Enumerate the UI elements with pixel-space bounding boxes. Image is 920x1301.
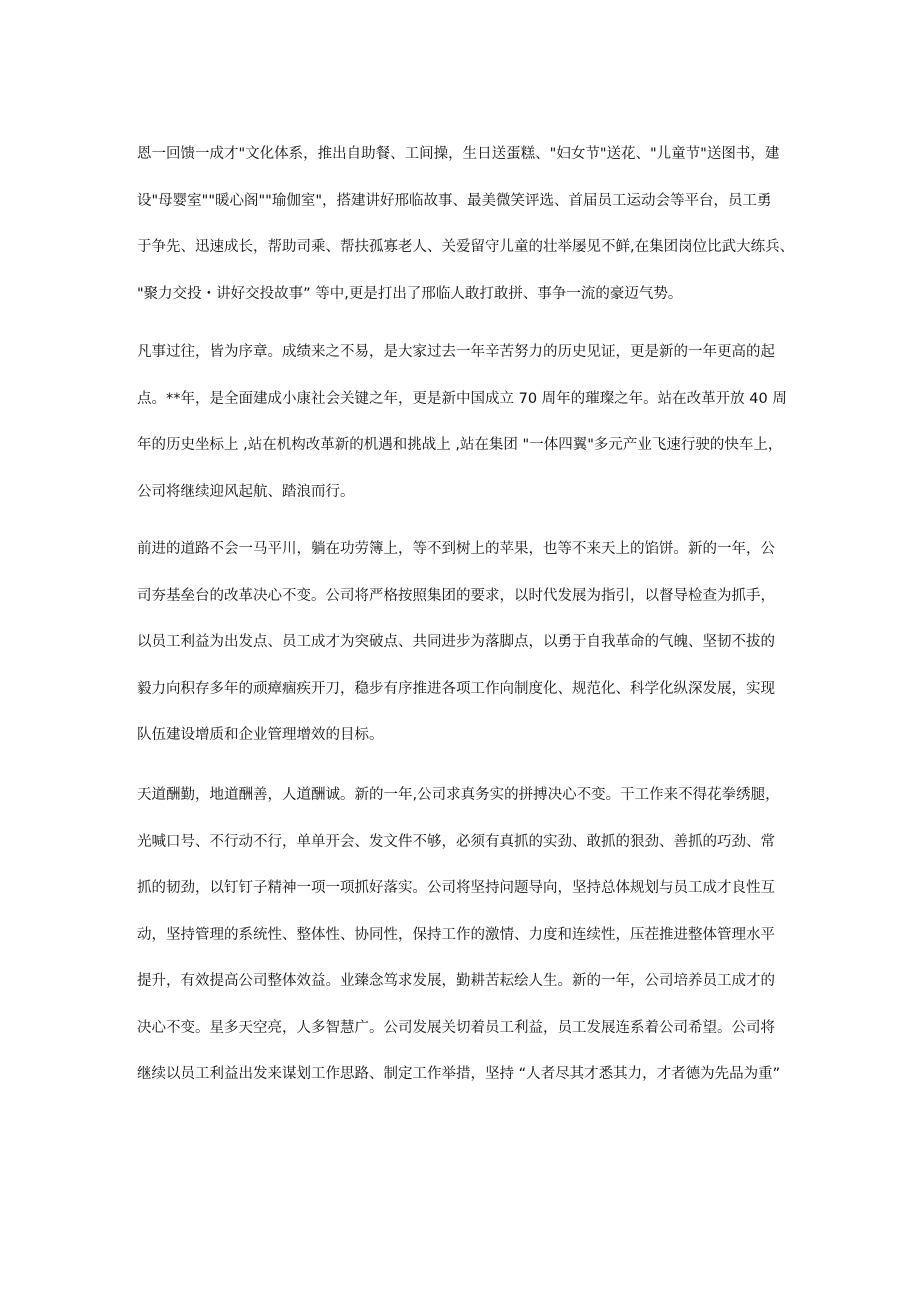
text-line: 于争先、迅速成长，帮助司乘、帮扶孤寡老人、关爱留守儿童的壮举屡见不鲜,在集团岗位比武大练兵、 [137, 239, 795, 255]
text-line: 年的历史坐标上 ,站在机构改革新的机遇和挑战上 ,站在集团 "一体四翼"多元产业飞速行驶的快车上， [137, 437, 783, 453]
text-line: 决心不变。星多天空亮，人多智慧广。公司发展关切着员工利益，员工发展连系着公司希望。公司将 [137, 1019, 775, 1036]
text-line: 抓的韧劲，以钉钉子精神一项一项抓好落实。公司将坚持问题导向，坚持总体规划与员工成才良性互 [137, 880, 775, 896]
text-line: 凡事过往，皆为序章。成绩来之不易，是大家过去一年辛苦努力的历史见证，更是新的一年更高的起 [137, 344, 775, 360]
text-line: 司夯基垒台的改革决心不变。公司将严格按照集团的要求，以时代发展为指引，以督导检查为抓手， [137, 587, 775, 604]
text-line: 动，坚持管理的系统性、整体性、协同性，保持工作的激情、力度和连续性，压茬推进整体管理水平 [137, 926, 775, 943]
text-line: 光喊口号、不行动不行，单单开会、发文件不够，必须有真抓的实劲、敢抓的狠劲、善抓的巧劲、常 [137, 833, 775, 850]
text-line: 设"母婴室""暖心阁""瑜伽室"，搭建讲好邢临故事、最美微笑评选、首届员工运动会等平台，员工勇 [137, 192, 772, 209]
text-line: 恩一回馈一成才"文化体系，推出自助餐、工间操，生日送蛋糕、"妇女节"送花、"儿童节"送图书，建 [137, 146, 780, 162]
paragraph-4 [137, 785, 797, 1084]
text-line: 前进的道路不会一马平川，躺在功劳簿上，等不到树上的苹果，也等不来天上的馅饼。新的一年，公 [137, 541, 775, 557]
paragraph-1 [137, 144, 797, 304]
text-line: "聚力交投・讲好交投故事” 等中,更是打出了邢临人敢打敢拼、事争一流的豪迈气势。 [137, 285, 683, 302]
text-line: 点。**年，是全面建成小康社会关键之年，更是新中国成立 70 周年的璀璨之年。站在改革开放 40 周 [137, 390, 787, 407]
text-line: 继续以员工利益出发来谋划工作思路、制定工作举措，坚持 “人者尽其才悉其力，才者德为先品为重” [137, 1066, 781, 1082]
text-line: 公司将继续迎风起航、踏浪而行。 [137, 483, 355, 500]
text-line: 以员工利益为出发点、员工成才为突破点、共同进步为落脚点，以勇于自我革命的气魄、坚韧不拔的 [137, 634, 775, 650]
paragraph-2 [137, 342, 797, 502]
paragraph-3 [137, 539, 797, 745]
text-line: 队伍建设增质和企业管理增效的目标。 [137, 727, 384, 743]
text-line: 天道酬勤，地道酬善，人道酬诚。新的一年,公司求真务实的拼搏决心不变。干工作来不得花拳绣腿， [137, 787, 780, 803]
text-line: 毅力向积存多年的顽瘴痼疾开刀，稳步有序推进各项工作向制度化、规范化、科学化纵深发展，实现 [137, 680, 775, 697]
text-line: 提升，有效提高公司整体效益。业臻念笃求发展，勤耕苦耘绘人生。新的一年，公司培养员工成才的 [137, 973, 775, 989]
